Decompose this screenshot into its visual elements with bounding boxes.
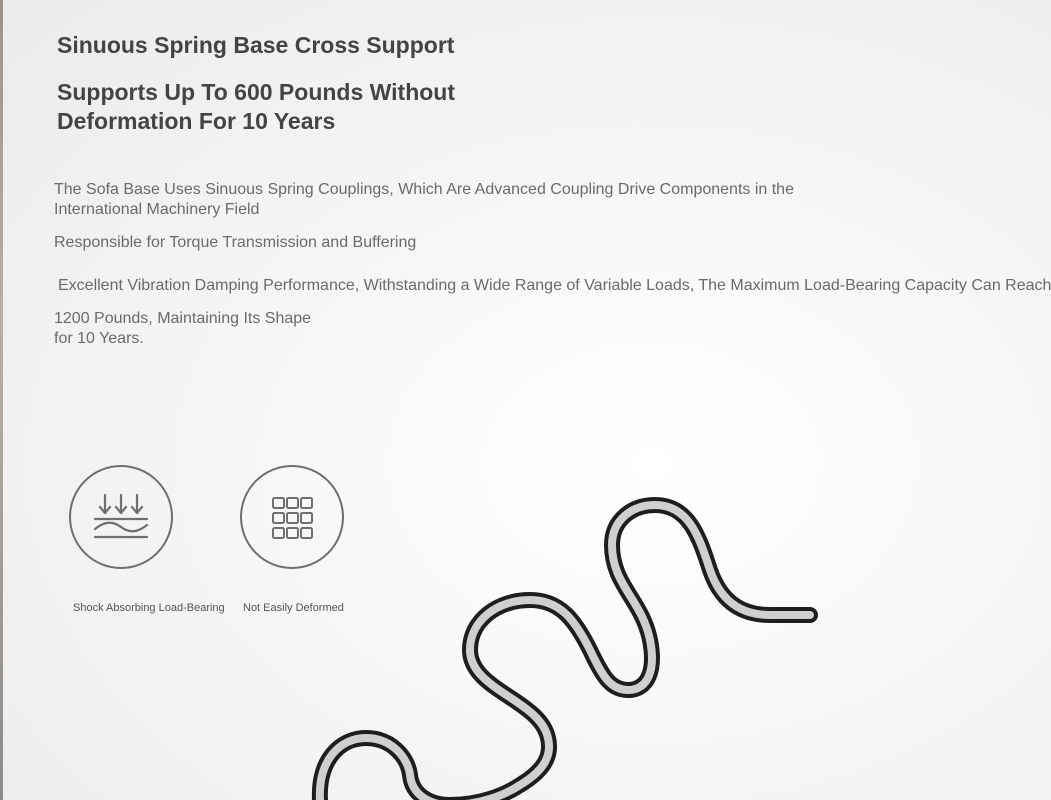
- description-paragraph-4-line-1: 1200 Pounds, Maintaining Its Shape: [54, 310, 312, 327]
- description-paragraph-3: Excellent Vibration Damping Performance, Withstanding a Wide Range of Variable Loads, The Maximum Load-Bearing Capacity Can Reach: [58, 277, 1051, 294]
- description-paragraph-1-line-2: International Machinery Field: [54, 201, 260, 218]
- description-paragraph-1-line-1: The Sofa Base Uses Sinuous Spring Couplings, Which Are Advanced Coupling Drive Components in the: [54, 181, 794, 198]
- page-subtitle: Supports Up To 600 Pounds Without Deformation For 10 Years: [57, 79, 456, 134]
- page-title: Sinuous Spring Base Cross Support: [57, 32, 455, 58]
- feature-label-not-deformed: Not Easily Deformed: [243, 602, 344, 614]
- feature-label-shock-absorbing: Shock Absorbing Load-Bearing: [73, 602, 225, 614]
- description-paragraph-2: Responsible for Torque Transmission and Buffering: [54, 234, 417, 251]
- description-paragraph-4-line-2: for 10 Years.: [54, 330, 144, 347]
